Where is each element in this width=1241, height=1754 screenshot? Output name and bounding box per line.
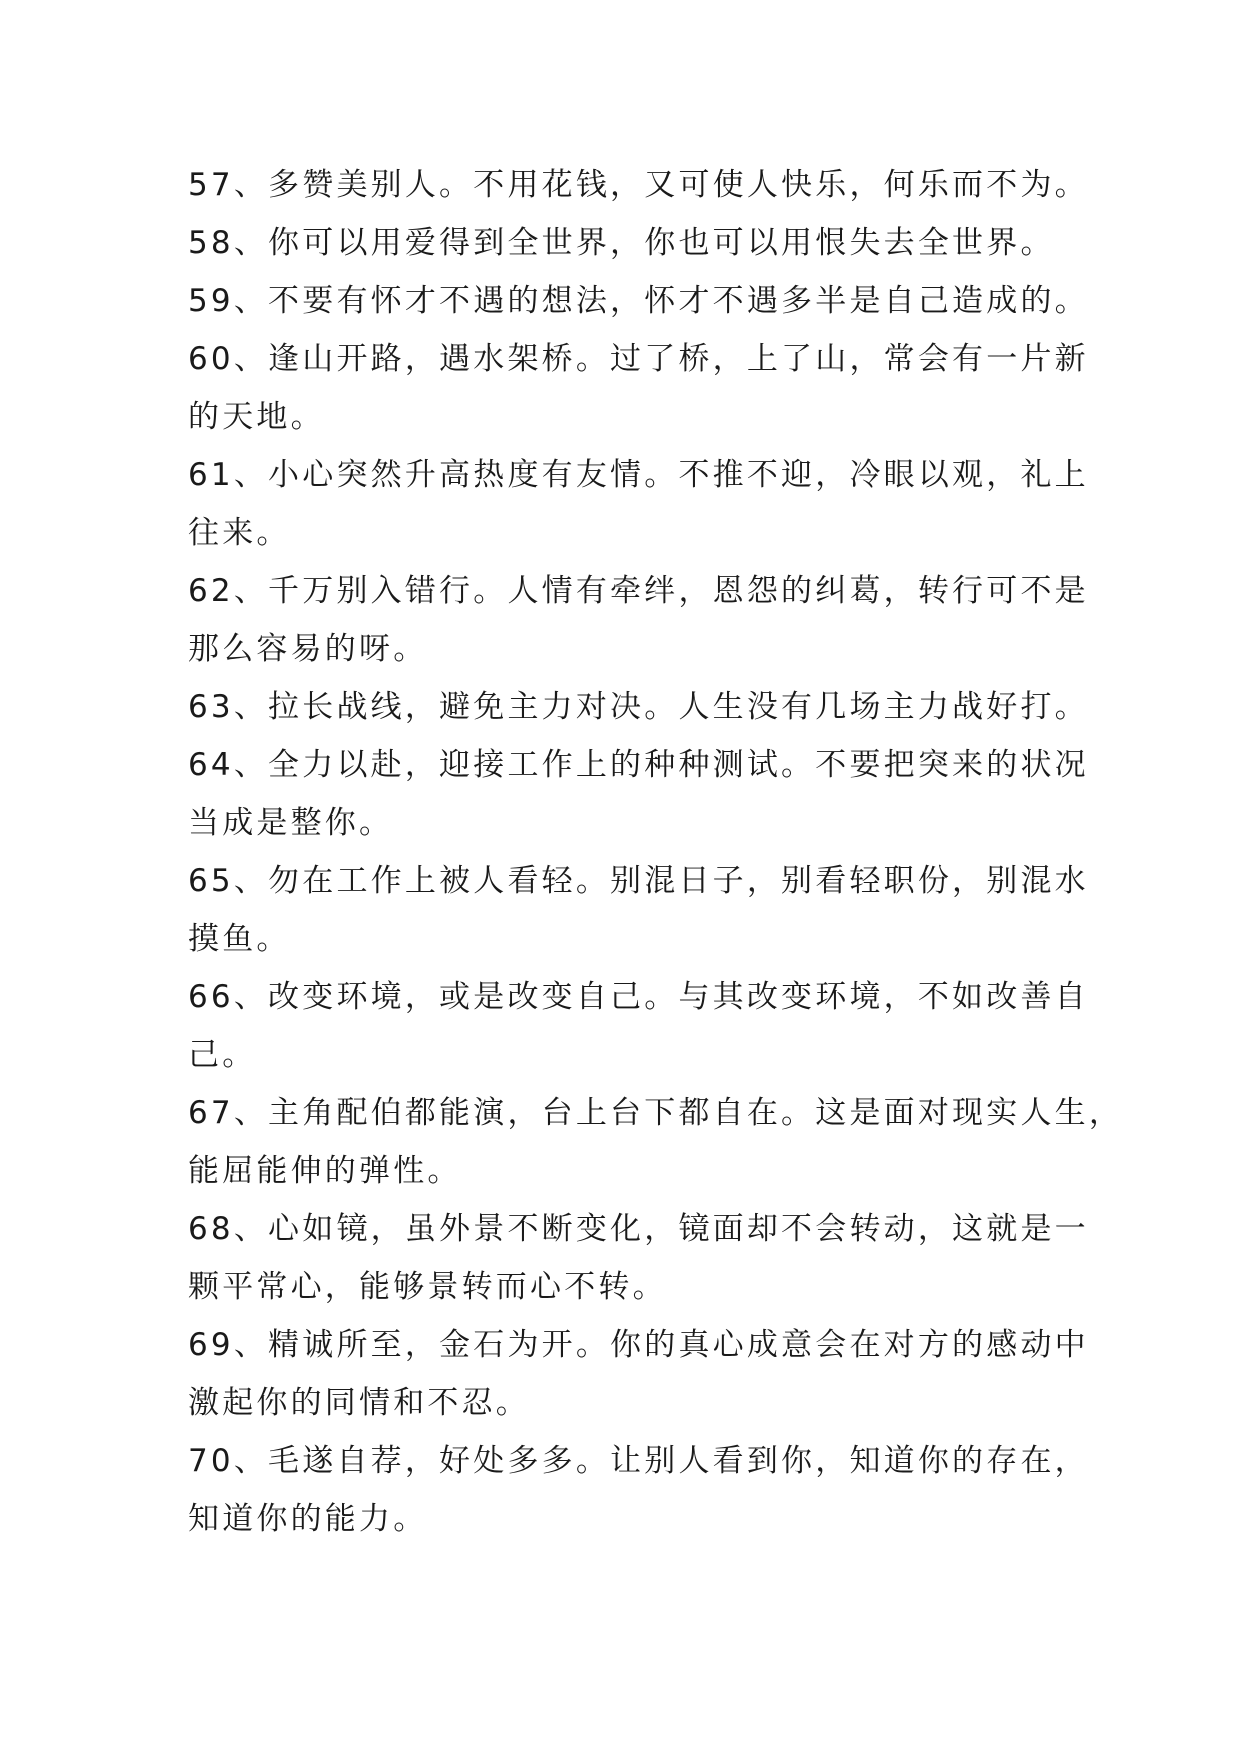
text-line: 激起你的同情和不忍。 (188, 1385, 530, 1421)
text-line: 知道你的能力。 (188, 1501, 428, 1537)
text-line: 60、逢山开路，遇水架桥。过了桥，上了山，常会有一片新 (188, 341, 1089, 377)
text-line: 62、千万别入错行。人情有牵绊，恩怨的纠葛，转行可不是 (188, 573, 1089, 609)
text-line: 能屈能伸的弹性。 (188, 1153, 462, 1189)
text-line: 当成是整你。 (188, 805, 394, 841)
text-line: 己。 (188, 1037, 257, 1073)
text-line: 58、你可以用爱得到全世界，你也可以用恨失去全世界。 (188, 225, 1055, 261)
text-line: 59、不要有怀才不遇的想法，怀才不遇多半是自己造成的。 (188, 283, 1089, 319)
text-line: 67、主角配伯都能演，台上台下都自在。这是面对现实人生， (188, 1095, 1124, 1131)
text-line: 69、精诚所至，金石为开。你的真心成意会在对方的感动中 (188, 1327, 1089, 1363)
text-line: 那么容易的呀。 (188, 631, 428, 667)
text-line: 68、心如镜，虽外景不断变化，镜面却不会转动，这就是一 (188, 1211, 1089, 1247)
text-line: 63、拉长战线，避免主力对决。人生没有几场主力战好打。 (188, 689, 1089, 725)
text-line: 70、毛遂自荐，好处多多。让别人看到你，知道你的存在， (188, 1443, 1089, 1479)
text-line: 的天地。 (188, 399, 325, 435)
text-line: 66、改变环境，或是改变自己。与其改变环境，不如改善自 (188, 979, 1089, 1015)
text-line: 61、小心突然升高热度有友情。不推不迎，冷眼以观，礼上 (188, 457, 1089, 493)
document-body (188, 156, 1124, 1548)
text-line: 往来。 (188, 515, 291, 551)
text-line: 65、勿在工作上被人看轻。别混日子，别看轻职份，别混水 (188, 863, 1089, 899)
text-line: 摸鱼。 (188, 921, 291, 957)
text-line: 57、多赞美别人。不用花钱，又可使人快乐，何乐而不为。 (188, 167, 1089, 203)
text-line: 64、全力以赴，迎接工作上的种种测试。不要把突来的状况 (188, 747, 1089, 783)
text-line: 颗平常心，能够景转而心不转。 (188, 1269, 667, 1305)
